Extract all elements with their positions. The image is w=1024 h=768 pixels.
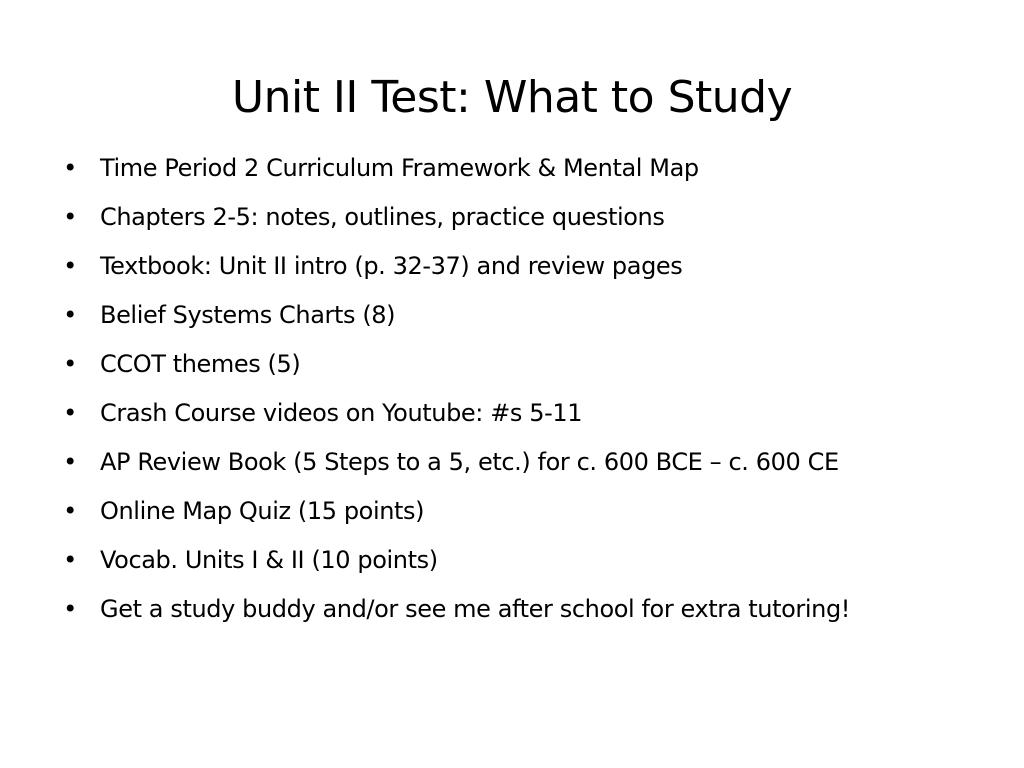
- list-item: [56, 393, 986, 433]
- bullet-icon: •: [63, 252, 77, 280]
- list-item: [56, 442, 986, 482]
- list-item: [56, 295, 986, 335]
- bullet-icon: •: [63, 546, 77, 574]
- bullet-list: [56, 148, 986, 638]
- list-item: [56, 344, 986, 384]
- list-item-text: CCOT themes (5): [100, 350, 301, 378]
- list-item-text: Crash Course videos on Youtube: #s 5-11: [100, 399, 583, 427]
- list-item: [56, 246, 986, 286]
- slide-title: Unit II Test: What to Study: [231, 72, 793, 123]
- bullet-icon: •: [63, 399, 77, 427]
- list-item-text: Chapters 2-5: notes, outlines, practice questions: [100, 203, 665, 231]
- bullet-icon: •: [63, 350, 77, 378]
- list-item: [56, 197, 986, 237]
- list-item: [56, 491, 986, 531]
- list-item-text: AP Review Book (5 Steps to a 5, etc.) for c. 600 BCE – c. 600 CE: [100, 448, 839, 476]
- list-item-text: Textbook: Unit II intro (p. 32-37) and review pages: [100, 252, 683, 280]
- list-item-text: Time Period 2 Curriculum Framework & Mental Map: [100, 154, 699, 182]
- bullet-icon: •: [63, 448, 77, 476]
- bullet-icon: •: [63, 154, 77, 182]
- list-item-text: Belief Systems Charts (8): [100, 301, 396, 329]
- list-item: [56, 589, 986, 629]
- bullet-icon: •: [63, 595, 77, 623]
- list-item: [56, 148, 986, 188]
- list-item-text: Get a study buddy and/or see me after school for extra tutoring!: [100, 595, 851, 623]
- list-item-text: Online Map Quiz (15 points): [100, 497, 425, 525]
- list-item-text: Vocab. Units I & II (10 points): [100, 546, 438, 574]
- bullet-icon: •: [63, 301, 77, 329]
- bullet-icon: •: [63, 497, 77, 525]
- bullet-icon: •: [63, 203, 77, 231]
- list-item: [56, 540, 986, 580]
